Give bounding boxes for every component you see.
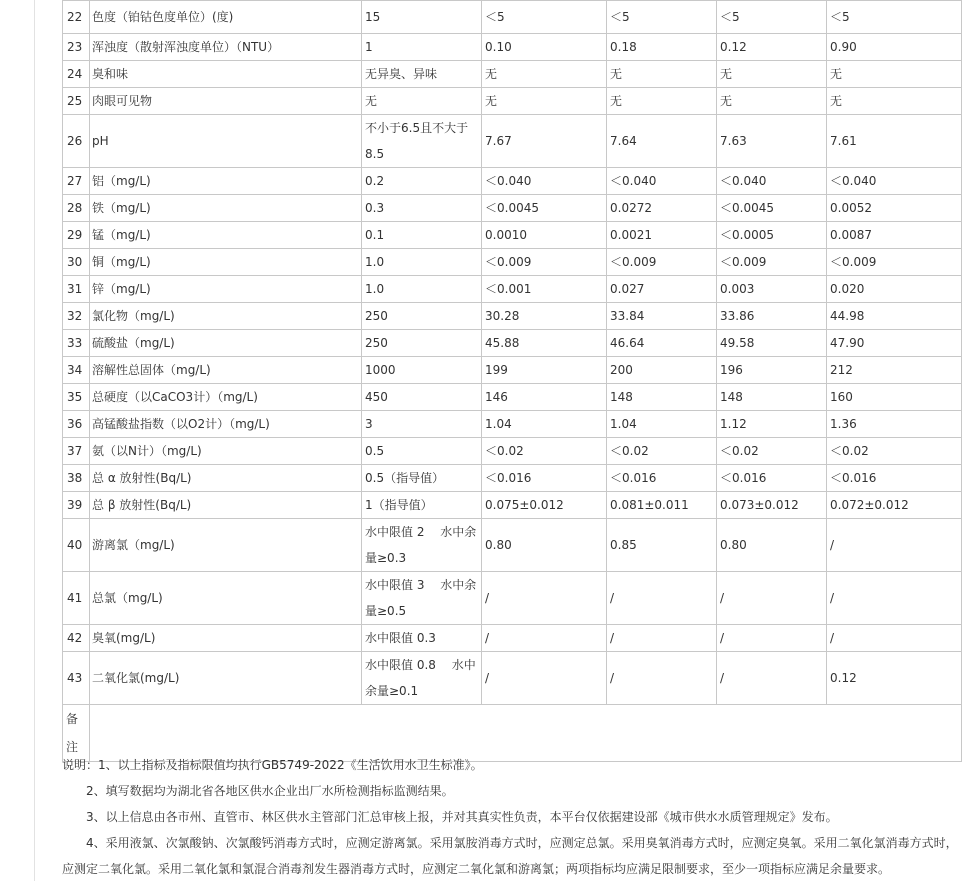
- value-cell: ＜0.009: [717, 249, 827, 276]
- value-cell: /: [717, 652, 827, 705]
- limit-value: 0.3: [362, 195, 482, 222]
- value-cell: 1.36: [827, 411, 962, 438]
- value-cell: 0.18: [607, 34, 717, 61]
- value-cell: 0.081±0.011: [607, 492, 717, 519]
- row-number: 36: [63, 411, 90, 438]
- value-cell: 0.0010: [482, 222, 607, 249]
- value-cell: ＜0.0005: [717, 222, 827, 249]
- limit-value: 0.5（指导值）: [362, 465, 482, 492]
- indicator-name: 浑浊度（散射浑浊度单位）（NTU）: [90, 34, 362, 61]
- limit-value: 1.0: [362, 249, 482, 276]
- value-cell: 0.80: [482, 519, 607, 572]
- value-cell: 44.98: [827, 303, 962, 330]
- value-cell: 1.12: [717, 411, 827, 438]
- note-2: 2、填写数据均为湖北省各地区供水企业出厂水所检测指标监测结果。: [86, 784, 454, 798]
- limit-value: 水中限值 3 水中余量≥0.5: [362, 572, 482, 625]
- value-cell: ＜0.001: [482, 276, 607, 303]
- row-number: 30: [63, 249, 90, 276]
- value-cell: 7.64: [607, 115, 717, 168]
- water-quality-table: [62, 0, 962, 762]
- value-cell: /: [482, 652, 607, 705]
- value-cell: 0.0021: [607, 222, 717, 249]
- value-cell: /: [607, 625, 717, 652]
- value-cell: 0.90: [827, 34, 962, 61]
- value-cell: 7.67: [482, 115, 607, 168]
- table-row: [63, 384, 962, 411]
- row-number: 34: [63, 357, 90, 384]
- value-cell: /: [607, 572, 717, 625]
- value-cell: ＜0.040: [827, 168, 962, 195]
- value-cell: 7.63: [717, 115, 827, 168]
- note-3: 3、以上信息由各市州、直管市、林区供水主管部门汇总审核上报，并对其真实性负责，本平台仅依据建设部《城市供水水质管理规定》发布。: [86, 810, 838, 824]
- value-cell: /: [827, 519, 962, 572]
- indicator-name: 溶解性总固体（mg/L): [90, 357, 362, 384]
- value-cell: 0.075±0.012: [482, 492, 607, 519]
- value-cell: 无: [827, 61, 962, 88]
- limit-value: 0.2: [362, 168, 482, 195]
- row-number: 33: [63, 330, 90, 357]
- value-cell: /: [607, 652, 717, 705]
- limit-value: 1: [362, 34, 482, 61]
- limit-value: 0.5: [362, 438, 482, 465]
- table-row: [63, 1, 962, 34]
- limit-value: 250: [362, 330, 482, 357]
- remark-label: 备注: [63, 705, 90, 762]
- table-row: [63, 34, 962, 61]
- row-number: 26: [63, 115, 90, 168]
- indicator-name: 氨（以N计）（mg/L): [90, 438, 362, 465]
- value-cell: 33.84: [607, 303, 717, 330]
- note-1: 说明：1、以上指标及指标限值均执行GB5749-2022《生活饮用水卫生标准》。: [62, 758, 483, 772]
- value-cell: 无: [607, 88, 717, 115]
- value-cell: 无: [607, 61, 717, 88]
- value-cell: 0.072±0.012: [827, 492, 962, 519]
- row-number: 43: [63, 652, 90, 705]
- value-cell: ＜0.0045: [717, 195, 827, 222]
- value-cell: 无: [717, 61, 827, 88]
- table-row: [63, 249, 962, 276]
- value-cell: 无: [827, 88, 962, 115]
- indicator-name: 总 α 放射性(Bq/L): [90, 465, 362, 492]
- table-row: [63, 519, 962, 572]
- value-cell: ＜0.016: [827, 465, 962, 492]
- value-cell: ＜0.009: [827, 249, 962, 276]
- indicator-name: 铝（mg/L): [90, 168, 362, 195]
- row-number: 22: [63, 1, 90, 34]
- limit-value: 无异臭、异味: [362, 61, 482, 88]
- value-cell: /: [482, 572, 607, 625]
- value-cell: 46.64: [607, 330, 717, 357]
- indicator-name: 肉眼可见物: [90, 88, 362, 115]
- table-row: [63, 303, 962, 330]
- value-cell: /: [827, 625, 962, 652]
- table-row: [63, 492, 962, 519]
- table-row: [63, 625, 962, 652]
- row-number: 25: [63, 88, 90, 115]
- indicator-name: 总硬度（以CaCO3计）（mg/L): [90, 384, 362, 411]
- indicator-name: 硫酸盐（mg/L): [90, 330, 362, 357]
- value-cell: 0.0087: [827, 222, 962, 249]
- value-cell: ＜0.040: [482, 168, 607, 195]
- table-row: [63, 222, 962, 249]
- value-cell: /: [827, 572, 962, 625]
- value-cell: 30.28: [482, 303, 607, 330]
- row-number: 37: [63, 438, 90, 465]
- table-row: [63, 61, 962, 88]
- limit-value: 1.0: [362, 276, 482, 303]
- value-cell: 212: [827, 357, 962, 384]
- value-cell: 0.0272: [607, 195, 717, 222]
- table-body: [63, 1, 962, 762]
- row-number: 42: [63, 625, 90, 652]
- limit-value: 15: [362, 1, 482, 34]
- value-cell: ＜5: [827, 1, 962, 34]
- value-cell: 0.12: [717, 34, 827, 61]
- indicator-name: 二氧化氯(mg/L): [90, 652, 362, 705]
- value-cell: ＜0.040: [607, 168, 717, 195]
- value-cell: ＜0.0045: [482, 195, 607, 222]
- value-cell: /: [482, 625, 607, 652]
- value-cell: 无: [717, 88, 827, 115]
- value-cell: 0.0052: [827, 195, 962, 222]
- value-cell: 0.073±0.012: [717, 492, 827, 519]
- row-number: 29: [63, 222, 90, 249]
- indicator-name: 铁（mg/L): [90, 195, 362, 222]
- value-cell: 45.88: [482, 330, 607, 357]
- row-number: 38: [63, 465, 90, 492]
- value-cell: 1.04: [607, 411, 717, 438]
- row-number: 35: [63, 384, 90, 411]
- table-row: [63, 438, 962, 465]
- indicator-name: 铜（mg/L): [90, 249, 362, 276]
- value-cell: 47.90: [827, 330, 962, 357]
- limit-value: 0.1: [362, 222, 482, 249]
- value-cell: 199: [482, 357, 607, 384]
- value-cell: 1.04: [482, 411, 607, 438]
- value-cell: ＜0.02: [607, 438, 717, 465]
- indicator-name: 氯化物（mg/L): [90, 303, 362, 330]
- table-row: [63, 88, 962, 115]
- value-cell: 33.86: [717, 303, 827, 330]
- table-row: [63, 330, 962, 357]
- table-row: [63, 465, 962, 492]
- limit-value: 无: [362, 88, 482, 115]
- limit-value: 250: [362, 303, 482, 330]
- value-cell: 无: [482, 88, 607, 115]
- limit-value: 1（指导值）: [362, 492, 482, 519]
- row-number: 41: [63, 572, 90, 625]
- value-cell: 160: [827, 384, 962, 411]
- row-number: 24: [63, 61, 90, 88]
- table-row: [63, 357, 962, 384]
- limit-value: 水中限值 0.8 水中余量≥0.1: [362, 652, 482, 705]
- value-cell: ＜0.040: [717, 168, 827, 195]
- value-cell: 0.12: [827, 652, 962, 705]
- notes-section: [62, 752, 962, 882]
- value-cell: 196: [717, 357, 827, 384]
- limit-value: 450: [362, 384, 482, 411]
- indicator-name: 高锰酸盐指数（以O2计）（mg/L): [90, 411, 362, 438]
- indicator-name: 色度（铂钴色度单位）(度): [90, 1, 362, 34]
- row-number: 27: [63, 168, 90, 195]
- value-cell: ＜0.02: [717, 438, 827, 465]
- indicator-name: 总氯（mg/L): [90, 572, 362, 625]
- value-cell: 0.020: [827, 276, 962, 303]
- value-cell: 7.61: [827, 115, 962, 168]
- note-4: [62, 830, 962, 882]
- value-cell: ＜5: [482, 1, 607, 34]
- value-cell: 49.58: [717, 330, 827, 357]
- indicator-name: 锰（mg/L): [90, 222, 362, 249]
- table-row: [63, 276, 962, 303]
- table-row: [63, 652, 962, 705]
- row-number: 28: [63, 195, 90, 222]
- limit-value: 水中限值 2 水中余量≥0.3: [362, 519, 482, 572]
- value-cell: /: [717, 572, 827, 625]
- indicator-name: 臭和味: [90, 61, 362, 88]
- value-cell: ＜0.02: [827, 438, 962, 465]
- limit-value: 3: [362, 411, 482, 438]
- value-cell: 200: [607, 357, 717, 384]
- value-cell: 0.003: [717, 276, 827, 303]
- value-cell: /: [717, 625, 827, 652]
- left-sidebar-strip: [0, 0, 35, 881]
- row-number: 31: [63, 276, 90, 303]
- row-number: 23: [63, 34, 90, 61]
- value-cell: ＜0.016: [717, 465, 827, 492]
- row-number: 40: [63, 519, 90, 572]
- row-number: 39: [63, 492, 90, 519]
- value-cell: 0.10: [482, 34, 607, 61]
- table-row: [63, 572, 962, 625]
- row-number: 32: [63, 303, 90, 330]
- value-cell: 0.80: [717, 519, 827, 572]
- value-cell: ＜5: [717, 1, 827, 34]
- limit-value: 水中限值 0.3: [362, 625, 482, 652]
- note-4-text: 4、采用液氯、次氯酸钠、次氯酸钙消毒方式时，应测定游离氯。采用氯胺消毒方式时，应测定总氯。采用臭氧消毒方式时，应测定臭氧。采用二氧化氯消毒方式时，应测定二氧化氯。采用二氧化氯和氯混合消毒剂发生器消毒方式时，应测定二氧化氯和游离氯；两项指标均应满足限制要求，至少一项指标应满足余量要求。: [62, 836, 958, 876]
- table-row: [63, 115, 962, 168]
- indicator-name: 臭氧(mg/L): [90, 625, 362, 652]
- indicator-name: 游离氯（mg/L): [90, 519, 362, 572]
- table-row: [63, 168, 962, 195]
- value-cell: 0.027: [607, 276, 717, 303]
- limit-value: 不小于6.5且不大于8.5: [362, 115, 482, 168]
- value-cell: ＜0.009: [482, 249, 607, 276]
- table-row: [63, 195, 962, 222]
- limit-value: 1000: [362, 357, 482, 384]
- value-cell: ＜0.016: [482, 465, 607, 492]
- indicator-name: 锌（mg/L): [90, 276, 362, 303]
- value-cell: ＜5: [607, 1, 717, 34]
- value-cell: 146: [482, 384, 607, 411]
- value-cell: ＜0.009: [607, 249, 717, 276]
- value-cell: ＜0.02: [482, 438, 607, 465]
- table-row: [63, 411, 962, 438]
- value-cell: ＜0.016: [607, 465, 717, 492]
- indicator-name: pH: [90, 115, 362, 168]
- value-cell: 0.85: [607, 519, 717, 572]
- indicator-name: 总 β 放射性(Bq/L): [90, 492, 362, 519]
- value-cell: 148: [607, 384, 717, 411]
- value-cell: 无: [482, 61, 607, 88]
- value-cell: 148: [717, 384, 827, 411]
